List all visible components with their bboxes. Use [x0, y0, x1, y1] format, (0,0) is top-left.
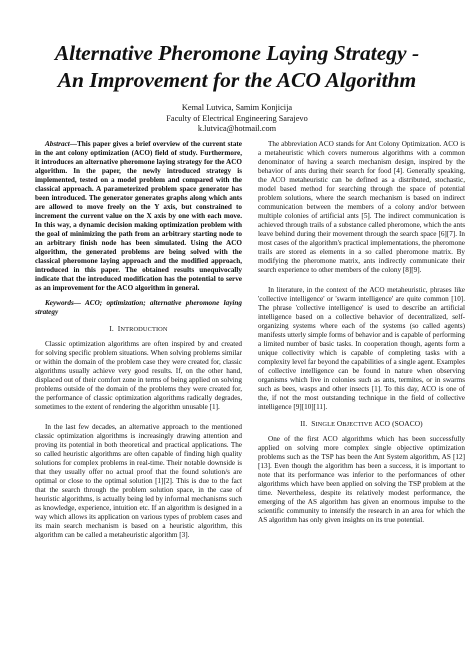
author-email: k.lutvica@hotmail.com [197, 124, 277, 134]
aco-paragraph-2: In literature, in the context of the ACO metaheuristic, phrases like 'collective intelligence' or 'swarm intelligence' are quite common [10]. The phrase 'collective intelligence' is used to describe an artificial intelligence based on a collective behavior of decentralized, self-organizing systems where each of the systems (so called agents) manifests utterly simple forms of behavior and is capable of performing a limited number of basic tasks. In cooperation though, agents form a unique collectivity which is capable of completing tasks with a complexity level far beyond the capabilities of a single agent. Examples of collective intelligence can be found in nature when observing organisms which live in colonies such as ants, termites, or in swarms such as bees, wasps and other insects [1]. To this day, ACO is one of the, if not the most outstanding technique in the field of collective intelligence [9][10][11]. [258, 285, 465, 411]
section-number: II. [300, 418, 308, 428]
section-heading-soaco [258, 419, 465, 429]
keywords: Keywords— ACO; optimization; alternative pheromone laying strategy [35, 299, 242, 316]
title-line-1: Alternative Pheromone Laying Strategy - [54, 41, 420, 65]
section-title-part: INGLE [315, 420, 337, 428]
abstract-text: —This paper gives a brief overview of the current state in the ant colony optimization (ACO) field of study. Furthermore, it introduces an alternative pheromone laying strategy for the ACO algorithm. In the paper, the newly introduced strategy is implemented, tested on a model problem and compared with the classical approach. A parameterized problem space generator has been introduced. The generator generates graphs along which ants are allowed to move freely on the Y axis, but constrained to increment the current value on the X axis by one with each move. In this way, a dynamic decision making optimization problem with the goal of minimizing the path from an arbitrary starting node to an arbitrary finish node has been simulated. Using the ACO algorithm, the generated problems are being solved with the classical pheromone laying approach and the modified approach, introduced in this paper. The obtained results unequivocally indicate that the introduced modification has the potential to serve as an improvement for the ACO algorithm in general. [35, 140, 242, 292]
section-title-part: BJECTIVE [342, 420, 375, 428]
author-block [20, 103, 454, 135]
section-title-initial: I [117, 324, 121, 333]
section-title-initial-o: O [336, 418, 343, 428]
abstract-lead: Abstract [45, 140, 70, 148]
right-column [258, 140, 465, 529]
section-heading-introduction [35, 324, 242, 334]
intro-paragraph-1: Classic optimization algorithms are often inspired by and created for solving specific problem situations. When solving problems similar or within the domain of the problem case they were created for, classic algorithms usually achieve very good results. If, on the other hand, displaced out of their comfort zone in terms of being applied on solving problems outside of the domain of the problems they were created for, the performance of classic optimization algorithms radically degrades, sometimes to the extent of rendering the algorithm unusable [1]. [35, 340, 242, 411]
soaco-paragraph-1: One of the first ACO algorithms which has been successfully applied on solving more complex single objective optimization problems such as the TSP has been the Ant System algorithm, AS [12][13]. Even though the algorithm has been a success, it is important to note that its performance was inferior to the performances of other algorithms which have been applied on solving the TSP problem at the time. Nevertheless, despite its relatively modest performance, the emerging of the AS algorithm has given an enormous impulse to the scientific community to intensify the research in an area for which the AS algorithm has only given insights on its true potential. [258, 434, 465, 524]
title-line-2: An Improvement for the ACO Algorithm [57, 68, 417, 92]
author-affiliation: Faculty of Electrical Engineering Sarajevo [166, 113, 308, 123]
section-title-aco: ACO (SOACO) [374, 418, 423, 428]
aco-paragraph-1: The abbreviation ACO stands for Ant Colony Optimization. ACO is a metaheuristic which covers numerous algorithms with a common denominator of having a search mechanism design, inspired by the behavior of ants during their search for food [4]. Generally speaking, the ACO metaheuristic can be defined as a distributed, stochastic, model based method for searching through the space of potential problem solutions, where the search mechanism is based on indirect communication between the members of a colony and/or between multiple colonies of artificial ants [5]. The indirect communication is achieved through trails of a substance called pheromone, which the ants leave behind during their movement through the search space [6][7]. In most cases of the algorithm's practical implementations, the pheromone trails are stored as elements in a so called pheromone matrix. By modifying the pheromone matrix, ants indirectly communicate their search experience to other members of the colony [8][9]. [258, 140, 465, 274]
section-number: I. [109, 324, 114, 333]
abstract [35, 140, 242, 293]
left-column [35, 140, 242, 544]
paper-title [20, 40, 454, 94]
author-names: Kemal Lutvica, Samim Konjicija [181, 103, 293, 112]
section-title-rest: NTRODUCTION [120, 326, 168, 333]
intro-paragraph-2: In the last few decades, an alternative approach to the mentioned classic optimization algorithms is increasingly drawing attention and proving its potential in both theoretical and practical applications. The so called heuristic algorithms are often capable of finding high quality solutions for complex problems in real-time. Their notable downside is that they usually offer no actual proof that the found solution/s are optimal or close to the optimal solution [1][2]. This is due to the fact that the search through the problem solution space, in the case of heuristic algorithms, is actually being led by informal mechanisms such as knowledge, experience, intuition etc. If an algorithm is designed in a way which allows its application on various types of problem cases and its main search mechanism is based on a heuristic algorithm, this algorithm can be called a metaheuristic algorithm [3]. [35, 422, 242, 539]
section-title-initial: S [311, 418, 316, 428]
